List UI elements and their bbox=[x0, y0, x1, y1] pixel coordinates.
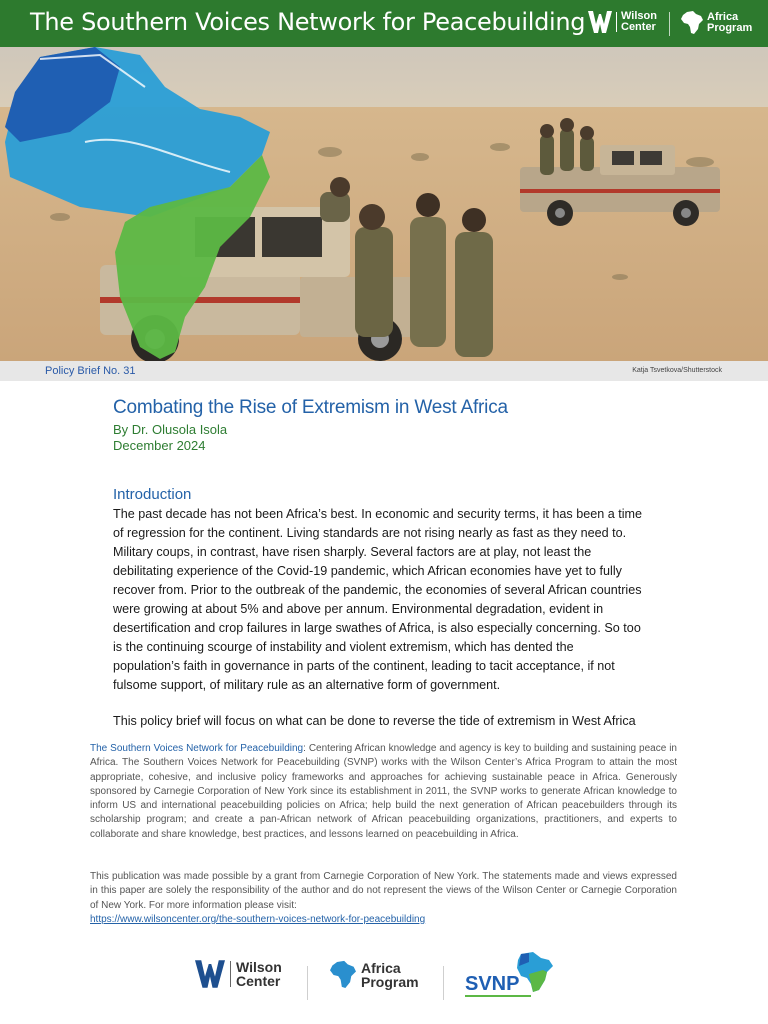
footer-wilson-line1: Wilson bbox=[236, 959, 282, 975]
footer-divider-2 bbox=[443, 966, 444, 1000]
introduction-paragraph: The past decade has not been Africa’s best. In economic and security terms, it has been a time of regression for the continent. Living standards are not rising nearly as fast as they need to. Military coups, in contrast, have risen sharply. Several factors are at play, not least the debilitating experience of the Covid-19 pandemic, which African economies have yet to fully recover from. Prior to the outbreak of the pandemic, the economies of several African countries were growing at about 5% and above per annum. Environmental degradation, evident in desertification and crop failures in large swathes of Africa, is also especially concerning. So too is the continuing scourge of instability and violent extremism, which has dented the population’s faith in governance in parts of the continent, leading to tacit acceptance, if not fulsome support, of military rule as an alternative form of government. bbox=[113, 507, 642, 692]
document-title: Combating the Rise of Extremism in West Africa bbox=[113, 397, 508, 418]
publication-date: December 2024 bbox=[113, 438, 206, 453]
africa-logo-line2: Program bbox=[707, 22, 753, 34]
svnp-website-link[interactable]: https://www.wilsoncenter.org/the-southern-voices-network-for-peacebuilding bbox=[90, 913, 426, 925]
wilson-center-logo[interactable] bbox=[588, 11, 657, 33]
photo-credit: Katja Tsvetkova/Shutterstock bbox=[632, 367, 722, 374]
cover-photo bbox=[0, 47, 768, 361]
africa-map-icon bbox=[681, 11, 703, 35]
grant-disclaimer bbox=[90, 870, 677, 927]
footer-africa-line1: Africa bbox=[361, 960, 401, 976]
svnp-logo-icon bbox=[463, 952, 555, 1002]
africa-program-logo[interactable] bbox=[681, 11, 752, 35]
network-title: The Southern Voices Network for Peacebuilding bbox=[30, 8, 586, 36]
soldiers-on-truck bbox=[540, 118, 594, 175]
svnp-wordmark: SVNP bbox=[465, 973, 520, 995]
wilson-logo-line1: Wilson bbox=[621, 10, 657, 22]
header-logo-divider bbox=[669, 12, 670, 36]
footer-wilson-center-logo[interactable] bbox=[195, 960, 282, 988]
footer-africa-program-logo[interactable] bbox=[330, 960, 419, 990]
grant-body: This publication was made possible by a grant from Carnegie Corporation of New York. The statements made and views expressed in this paper are solely the responsibility of the author and do not represent the views of the Wilson Center or Carnegie Corporation of New York. For more information please visit: bbox=[90, 871, 677, 911]
about-svnp-paragraph bbox=[90, 742, 677, 842]
wilson-w-logo-icon bbox=[195, 960, 225, 988]
caption-bar bbox=[0, 361, 768, 381]
author-byline: By Dr. Olusola Isola bbox=[113, 422, 228, 437]
africa-logo-line1: Africa bbox=[707, 11, 739, 23]
about-lead: The Southern Voices Network for Peacebuilding bbox=[90, 743, 304, 754]
footer-svnp-logo[interactable] bbox=[463, 952, 555, 1002]
footer-africa-line2: Program bbox=[361, 974, 419, 990]
policy-brief-number: Policy Brief No. 31 bbox=[45, 365, 136, 377]
footer-wilson-line2: Center bbox=[236, 973, 281, 989]
header-bar bbox=[0, 0, 768, 47]
introduction-heading: Introduction bbox=[113, 486, 192, 503]
about-body: : Centering African knowledge and agency is key to building and sustaining peace in Africa. The Southern Voices Network for Peacebuilding (SVNP) works with the Wilson Center’s Africa Program to attain the most appropriate, cohesive, and inclusive policy frameworks and approaches for achieving sustainable peace in Africa. Generously sponsored by Carnegie Corporation of New York since its establishment in 2011, the SVNP works to generate African knowledge to inform US and international peacebuilding policies on Africa; help build the next generation of African peacebuilders through its scholarship program; and create a pan-African network of African peacebuilding organizations, practitioners, and experts to collaborate and share knowledge, best practices, and lessons learned on peacebuilding in Africa. bbox=[90, 743, 677, 840]
focus-statement: This policy brief will focus on what can be done to reverse the tide of extremism in West Africa bbox=[113, 714, 636, 728]
wilson-w-logo-icon bbox=[588, 11, 612, 33]
wilson-logo-line2: Center bbox=[621, 21, 656, 33]
africa-map-icon bbox=[330, 960, 356, 990]
footer-divider-1 bbox=[307, 966, 308, 1000]
